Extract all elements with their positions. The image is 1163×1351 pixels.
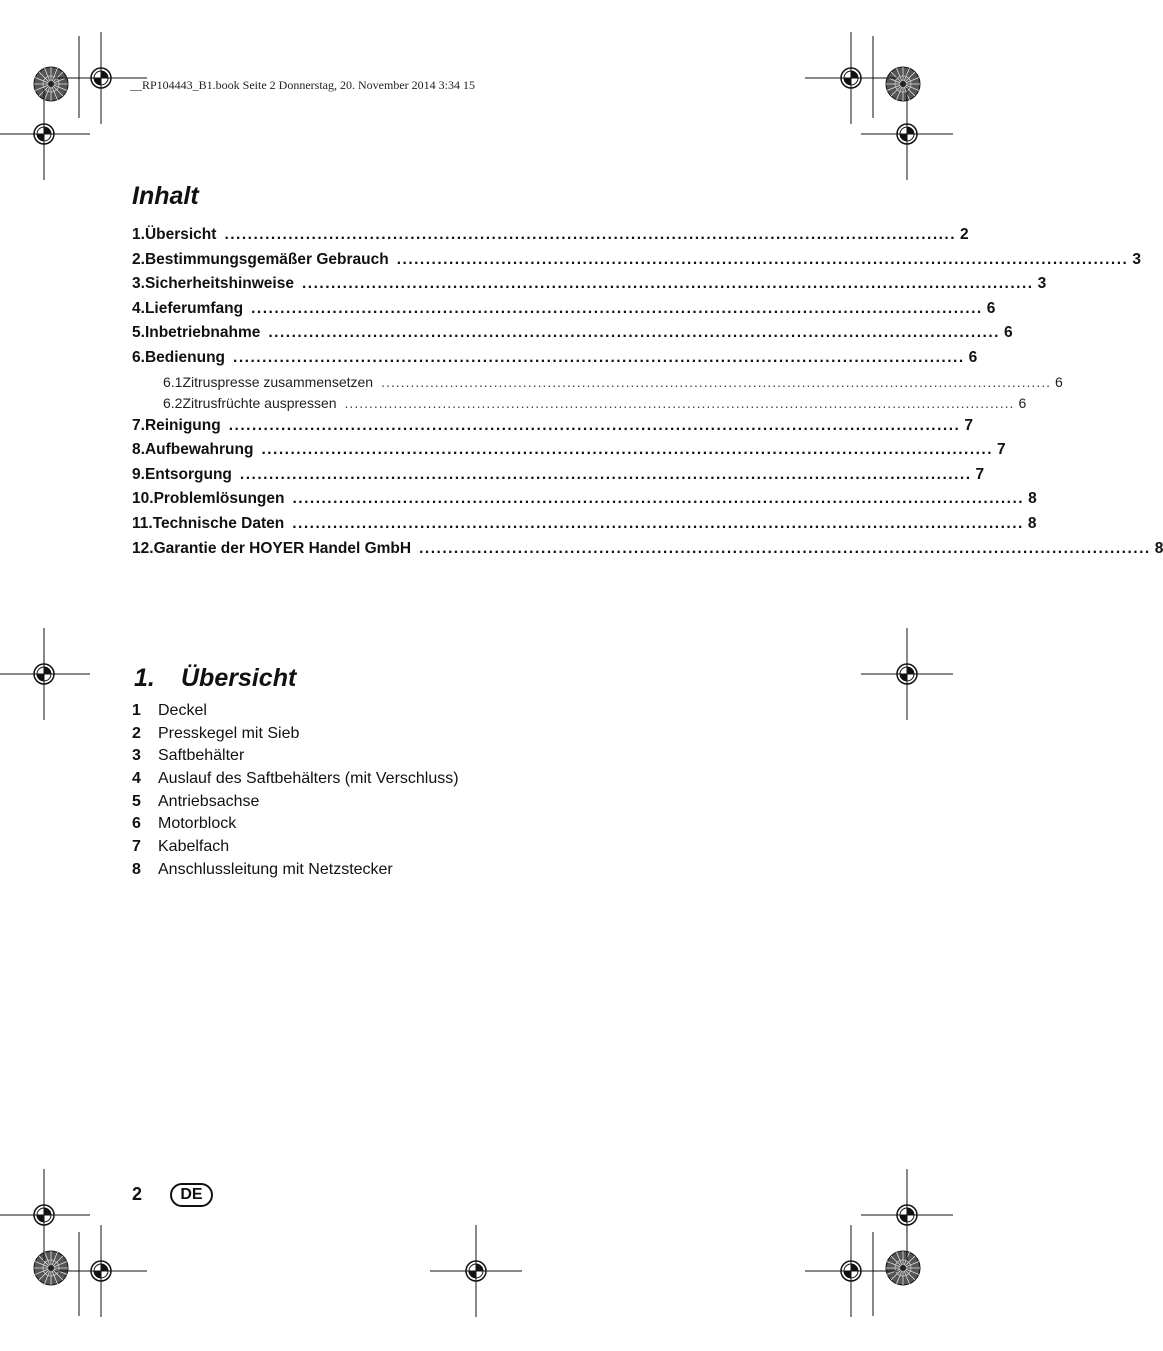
toc-entry-page: 8 <box>1154 539 1163 557</box>
registration-mark-icon <box>55 1225 147 1317</box>
toc-entry-page: 8 <box>1027 514 1037 532</box>
toc-entry-label: Zitrusfrüchte auspressen <box>182 395 337 412</box>
toc-entry-number: 2. <box>132 250 145 268</box>
part-number: 2 <box>132 724 141 742</box>
toc-entry-label: Reinigung <box>144 416 221 434</box>
toc-leader: .............................................................................................................................. <box>419 539 1151 557</box>
toc-entry-number: 6.2 <box>163 395 183 412</box>
toc-entry-label: Entsorgung <box>144 465 232 483</box>
part-label: Auslauf des Saftbehälters (mit Verschluss) <box>158 770 459 788</box>
toc-entry-label: Garantie der HOYER Handel GmbH <box>153 539 412 557</box>
toc-entry[interactable] <box>132 441 1006 466</box>
color-wheel-icon <box>886 67 920 101</box>
section-title-text: Übersicht <box>181 664 297 692</box>
toc-entry-page: 2 <box>960 226 969 243</box>
part-number: 4 <box>132 770 141 788</box>
toc-leader: ......................................................................................................................................... <box>344 395 1015 412</box>
toc-entry-page: 3 <box>1132 250 1141 268</box>
part-label: Saftbehälter <box>158 747 245 765</box>
toc-leader: .............................................................................................................................. <box>292 514 1024 532</box>
list-item <box>132 861 459 884</box>
color-wheel-icon <box>34 67 68 101</box>
registration-mark-icon <box>0 1169 90 1261</box>
toc-entry[interactable] <box>132 226 969 251</box>
toc-leader: .............................................................................................................................. <box>268 324 1000 342</box>
part-label: Presskegel mit Sieb <box>158 724 300 742</box>
list-item <box>132 747 459 770</box>
registration-mark-icon <box>430 1225 522 1317</box>
registration-mark-icon <box>861 88 953 180</box>
toc-entry[interactable] <box>132 539 1163 565</box>
parts-list <box>132 702 459 884</box>
toc-entry-page: 6 <box>968 348 978 366</box>
toc-entry[interactable] <box>132 250 1141 276</box>
list-item <box>132 702 459 725</box>
part-number: 3 <box>132 747 141 765</box>
toc-entry-label: Technische Daten <box>152 514 285 532</box>
toc-entry-page: 6 <box>1003 324 1013 342</box>
toc-leader: .............................................................................................................................. <box>261 441 994 459</box>
toc-entry-label: Inbetriebnahme <box>144 324 261 342</box>
toc-entry-number: 1. <box>132 226 145 243</box>
toc-entry-number: 10. <box>132 490 154 508</box>
toc-entry-label: Aufbewahrung <box>144 441 254 459</box>
toc-entry-number: 11. <box>132 514 153 532</box>
toc-entry-number: 5. <box>132 324 145 342</box>
toc-entry-page: 6 <box>1055 373 1063 390</box>
toc-leader: .............................................................................................................................. <box>224 226 957 243</box>
toc-entry-page: 6 <box>986 299 996 317</box>
toc-subentry[interactable] <box>132 395 1027 417</box>
part-label: Deckel <box>158 702 207 719</box>
toc-entry-number: 9. <box>132 465 145 483</box>
part-number: 1 <box>132 702 141 719</box>
color-wheel-icon <box>34 1251 68 1285</box>
toc-leader: ......................................................................................................................................... <box>381 373 1051 390</box>
toc-entry-number: 8. <box>132 441 145 459</box>
toc-entry[interactable] <box>132 490 1037 515</box>
toc-entry-page: 7 <box>997 441 1006 459</box>
section-number: 1. <box>134 664 155 692</box>
toc-entry-page: 8 <box>1028 490 1037 508</box>
toc-leader: .............................................................................................................................. <box>239 465 972 483</box>
toc-title: Inhalt <box>132 182 199 210</box>
toc-entry-page: 7 <box>975 465 985 483</box>
part-label: Motorblock <box>158 815 237 833</box>
toc-entry[interactable] <box>132 324 1013 349</box>
toc-entry[interactable] <box>132 348 978 374</box>
toc-entry[interactable] <box>132 299 996 325</box>
part-number: 7 <box>132 838 141 856</box>
registration-mark-icon <box>805 1225 897 1317</box>
toc-entry-label: Übersicht <box>144 226 217 243</box>
toc-entry-page: 3 <box>1037 275 1047 293</box>
toc-entry-number: 12. <box>132 539 154 557</box>
table-of-contents <box>132 226 1163 564</box>
toc-entry-number: 4. <box>132 299 145 317</box>
part-number: 6 <box>132 815 141 833</box>
toc-leader: .............................................................................................................................. <box>396 250 1129 268</box>
section-title <box>134 664 296 693</box>
registration-mark-icon <box>0 628 90 720</box>
list-item <box>132 793 459 816</box>
toc-entry-label: Zitruspresse zusammensetzen <box>182 373 374 390</box>
toc-entry-label: Bedienung <box>144 348 226 366</box>
part-number: 8 <box>132 860 141 878</box>
toc-entry-label: Problemlösungen <box>153 490 285 508</box>
toc-entry-label: Lieferumfang <box>144 299 244 317</box>
toc-leader: .............................................................................................................................. <box>228 416 961 434</box>
file-header: __RP104443_B1.book Seite 2 Donnerstag, 20. November 2014 3:34 15 <box>130 78 475 92</box>
color-wheel-icon <box>886 1251 920 1285</box>
toc-leader: .............................................................................................................................. <box>301 275 1034 293</box>
toc-entry[interactable] <box>132 275 1047 300</box>
list-item <box>132 770 459 793</box>
part-number: 5 <box>132 792 141 810</box>
toc-entry-page: 6 <box>1018 395 1027 412</box>
toc-entry-page: 7 <box>964 416 973 434</box>
toc-leader: .............................................................................................................................. <box>292 490 1025 508</box>
registration-mark-icon <box>861 628 953 720</box>
language-badge: DE <box>170 1183 213 1207</box>
toc-entry-label: Sicherheitshinweise <box>144 275 294 293</box>
toc-entry[interactable] <box>132 465 985 491</box>
registration-mark-icon <box>0 88 90 180</box>
list-item <box>132 838 459 861</box>
list-item <box>132 725 459 748</box>
toc-entry-number: 6. <box>132 348 145 366</box>
toc-entry[interactable] <box>132 416 973 442</box>
toc-leader: .............................................................................................................................. <box>233 348 965 366</box>
toc-leader: .............................................................................................................................. <box>251 299 983 317</box>
list-item <box>132 815 459 838</box>
page-number: 2 <box>132 1184 143 1204</box>
toc-subentry[interactable] <box>132 373 1063 396</box>
toc-entry-label: Bestimmungsgemäßer Gebrauch <box>144 250 389 268</box>
part-label: Antriebsachse <box>158 792 260 810</box>
part-label: Anschlussleitung mit Netzstecker <box>158 860 393 878</box>
toc-entry[interactable] <box>132 514 1037 540</box>
toc-entry-number: 6.1 <box>163 373 183 390</box>
toc-entry-number: 3. <box>132 275 145 293</box>
toc-entry-number: 7. <box>132 416 145 434</box>
registration-mark-icon <box>805 32 897 124</box>
registration-mark-icon <box>861 1169 953 1261</box>
part-label: Kabelfach <box>158 838 230 856</box>
